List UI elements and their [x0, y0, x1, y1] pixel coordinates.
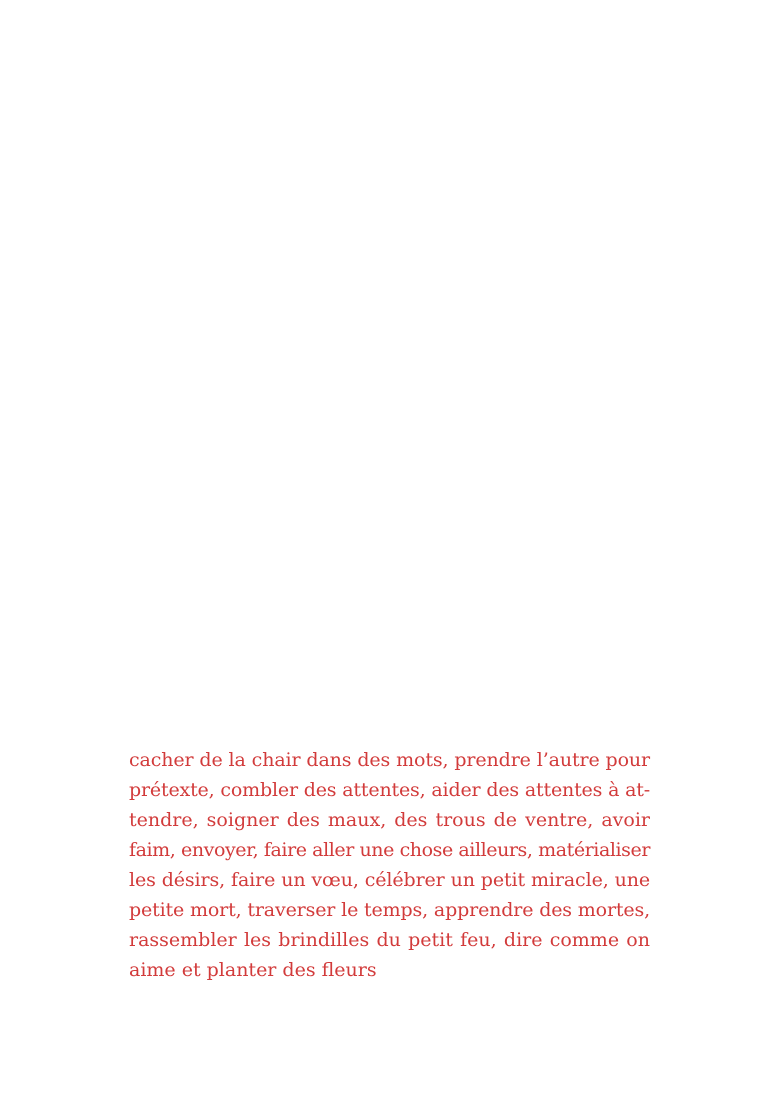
poem-line-3: tendre, soigner des maux, des trous de ventre, avoir [129, 809, 650, 831]
poem-line-6: petite mort, traverser le temps, apprendre des mortes, [129, 899, 650, 921]
poem-line-4: faim, envoyer, faire aller une chose ailleurs, matérialiser [129, 839, 650, 861]
poem-paragraph [129, 745, 650, 985]
poem-line-7: rassembler les brindilles du petit feu, dire comme on [129, 929, 650, 951]
poem-line-5: les désirs, faire un vœu, célébrer un petit miracle, une [129, 869, 650, 891]
poem-line-8: aime et planter des fleurs [129, 959, 377, 981]
poem-line-1: cacher de la chair dans des mots, prendre l’autre pour [129, 749, 651, 771]
poem-line-2: prétexte, combler des attentes, aider des attentes à at- [129, 779, 651, 801]
